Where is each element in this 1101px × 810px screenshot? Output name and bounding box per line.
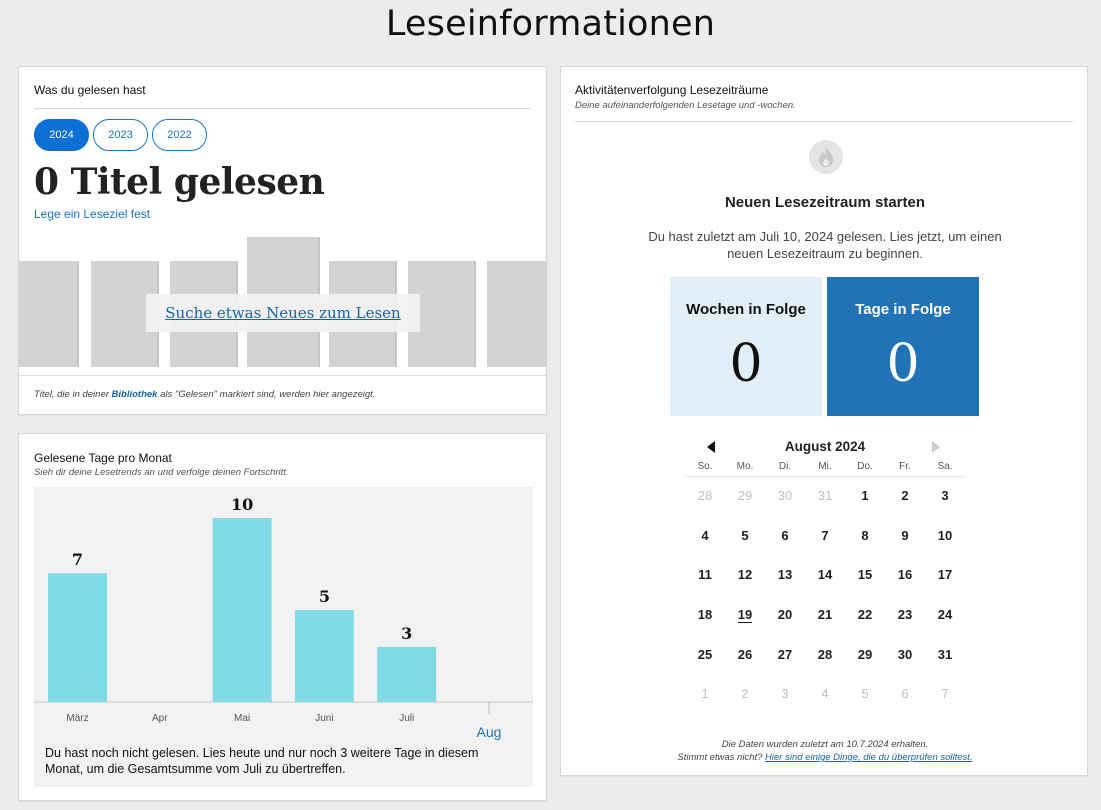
calendar-day-number: 3 [781, 686, 789, 702]
weekday-label: Di. [778, 461, 792, 472]
footer-text: Titel, die in deiner [34, 389, 112, 400]
calendar-day-number: 20 [777, 607, 793, 623]
calendar-day [765, 521, 805, 561]
calendar-day-number: 4 [821, 686, 829, 702]
bar-value-label: 10 [230, 495, 254, 514]
bar-März [48, 573, 107, 702]
calendar-day-number: 5 [741, 527, 749, 543]
calendar-day-number: 18 [697, 607, 713, 623]
calendar-day [725, 679, 765, 719]
calendar-day-number: 1 [861, 488, 869, 503]
calendar-day-number: 6 [781, 527, 789, 543]
page-title: Leseinformationen [385, 4, 716, 44]
calendar-day-number: 28 [817, 646, 833, 662]
calendar-day [685, 521, 725, 561]
troubleshoot-link[interactable]: Hier sind einige Dinge, die du überprüfen solltest. [765, 752, 973, 763]
titles-read-count: 0 Titel gelesen [34, 161, 325, 203]
calendar-day [725, 560, 765, 600]
calendar-day-number: 29 [857, 646, 873, 662]
calendar-day [925, 560, 965, 600]
chart-message: Du hast noch nicht gelesen. Lies heute und nur noch 3 weitere Tage in diesem Monat, um die Gesamtsumme vom Juli zu übertreffen. [45, 746, 479, 776]
book-cover-placeholder [19, 261, 79, 367]
calendar-month: August 2024 [784, 439, 866, 454]
calendar-day-number: 21 [817, 607, 833, 623]
card-subtitle: Sieh dir deine Lesetrends an und verfolge deinen Fortschritt. [34, 467, 289, 478]
calendar-day [725, 521, 765, 561]
calendar-day-number: 7 [821, 527, 829, 543]
calendar-day [885, 640, 925, 680]
days-chart [34, 487, 533, 787]
calendar-day [885, 600, 925, 640]
streak-description: Du hast zuletzt am Juli 10, 2024 gelesen. Lies jetzt, um einen neuen Lesezeitraum zu beginnen. [648, 229, 1002, 261]
calendar-day-number: 17 [937, 567, 953, 583]
calendar-day-number: 30 [897, 646, 913, 662]
weeks-streak-label: Wochen in Folge [686, 301, 806, 318]
weekday-label: Fr. [899, 461, 911, 472]
year-tabs [34, 119, 207, 151]
x-tick-label-Juli: Juli [399, 713, 415, 724]
calendar-day-number: 27 [777, 646, 793, 662]
calendar-day-number: 15 [857, 567, 873, 583]
calendar-day [845, 640, 885, 680]
calendar-day [765, 679, 805, 719]
weekday-row [685, 459, 965, 477]
bar-Mai [213, 518, 272, 702]
year-tab-2023[interactable]: 2023 [93, 119, 148, 151]
calendar-day-number: 10 [937, 527, 953, 543]
calendar-grid [685, 481, 965, 719]
calendar-day-number: 16 [897, 567, 913, 583]
calendar-day [805, 679, 845, 719]
days-streak-value: 0 [886, 334, 920, 394]
calendar-day [845, 560, 885, 600]
calendar-day [805, 481, 845, 521]
calendar-day [765, 560, 805, 600]
x-tick-label-Mai: Mai [234, 713, 251, 724]
calendar-day-number: 2 [741, 686, 749, 702]
calendar-header [685, 435, 965, 459]
calendar-day [725, 481, 765, 521]
x-tick-label-Juni: Juni [315, 713, 334, 724]
data-note-line [561, 751, 1089, 764]
data-note-line: Die Daten wurden zuletzt am 10.7.2024 erhalten. [721, 739, 929, 750]
calendar-day-number: 28 [697, 488, 713, 503]
calendar-day [805, 640, 845, 680]
calendar-day-number: 30 [777, 488, 793, 503]
x-tick-label-Aug[interactable]: Aug [476, 724, 502, 740]
calendar-day-number: 24 [937, 607, 953, 623]
bar-value-label: 3 [401, 623, 413, 643]
weekday-label: So. [697, 461, 713, 472]
year-tab-2024[interactable]: 2024 [34, 119, 89, 151]
calendar-day-number: 31 [937, 646, 953, 662]
calendar-day [725, 640, 765, 680]
calendar-day-number: 7 [941, 686, 949, 702]
calendar-day [685, 640, 725, 680]
bar-value-label: 5 [318, 587, 330, 606]
calendar-day [885, 560, 925, 600]
divider [34, 108, 531, 109]
calendar-day-number: 29 [737, 488, 753, 503]
flame-icon [809, 140, 843, 174]
read-card-footer [19, 375, 546, 415]
calendar-day [845, 481, 885, 521]
days-streak-label: Tage in Folge [855, 301, 951, 318]
divider [575, 121, 1073, 122]
weekday-label: Sa. [937, 461, 953, 472]
calendar-day [685, 481, 725, 521]
bar-Juli [377, 647, 436, 702]
data-note-question: Stimmt etwas nicht? [677, 752, 766, 763]
calendar-day-number: 1 [701, 686, 709, 702]
calendar-day-number: 4 [701, 527, 709, 543]
calendar-day-number: 13 [777, 567, 793, 583]
streak-headline: Neuen Lesezeitraum starten [724, 194, 926, 211]
calendar-day-number: 2 [901, 488, 909, 503]
calendar-day-today [725, 600, 765, 640]
calendar-day [925, 521, 965, 561]
card-title: Was du gelesen hast [34, 83, 146, 97]
weeks-streak-value: 0 [729, 334, 763, 394]
discover-new-reads-link[interactable]: Suche etwas Neues zum Lesen [146, 294, 420, 332]
data-sync-note [561, 738, 1089, 764]
calendar-day [925, 600, 965, 640]
calendar-day [805, 600, 845, 640]
footer-text: als "Gelesen" markiert sind, werden hier angezeigt. [157, 389, 376, 400]
weekday-label: Mo. [736, 461, 754, 472]
calendar-day-number: 3 [941, 488, 949, 503]
weeks-streak-tile [670, 277, 822, 416]
flame-icon-glyph [816, 146, 836, 168]
calendar-day-number: 14 [817, 567, 833, 583]
calendar-day [685, 679, 725, 719]
card-title: Aktivitätenverfolgung Lesezeiträume [575, 83, 769, 97]
year-tab-2022[interactable]: 2022 [152, 119, 207, 151]
calendar-day [845, 521, 885, 561]
reading-streak-card [560, 66, 1088, 776]
x-tick-label-März: März [66, 713, 89, 724]
calendar-day [805, 521, 845, 561]
calendar-day [765, 481, 805, 521]
calendar-day-number: 25 [697, 646, 713, 662]
calendar-day-number: 22 [857, 607, 873, 623]
calendar-day [885, 679, 925, 719]
calendar-day-number: 9 [901, 527, 909, 543]
days-streak-tile [827, 277, 979, 416]
set-reading-goal-link[interactable]: Lege ein Leseziel fest [34, 207, 151, 221]
days-bar-chart [34, 487, 533, 742]
calendar-day [885, 481, 925, 521]
calendar-day-number: 26 [737, 646, 753, 662]
book-cover-placeholder [487, 261, 547, 367]
days-per-month-card [18, 433, 547, 801]
card-title: Gelesene Tage pro Monat [34, 451, 172, 465]
calendar-day-number: 12 [737, 567, 753, 583]
calendar-day [925, 481, 965, 521]
x-tick-label-Apr: Apr [152, 713, 168, 724]
calendar-day-number: 11 [698, 567, 712, 583]
next-month-arrow-icon[interactable] [932, 441, 940, 453]
weekday-label: Mi. [818, 461, 832, 472]
bar-Juni [295, 610, 354, 702]
read-titles-card [18, 66, 547, 415]
calendar-day [925, 679, 965, 719]
calendar-day [685, 560, 725, 600]
library-link[interactable]: Bibliothek [111, 389, 158, 400]
calendar-day [845, 600, 885, 640]
calendar-day [805, 560, 845, 600]
calendar [685, 435, 965, 719]
calendar-day [765, 600, 805, 640]
calendar-day-number: 5 [861, 686, 869, 702]
calendar-day [845, 679, 885, 719]
calendar-day-number: 23 [897, 607, 913, 623]
card-subtitle: Deine aufeinanderfolgenden Lesetage und -wochen. [575, 100, 796, 111]
calendar-day [765, 640, 805, 680]
weekday-label: Do. [857, 461, 873, 472]
calendar-day-number: 19 [737, 607, 753, 623]
calendar-day [885, 521, 925, 561]
calendar-day [685, 600, 725, 640]
calendar-day-number: 6 [901, 686, 909, 702]
calendar-day-number: 8 [861, 527, 869, 543]
calendar-day-number: 31 [817, 488, 833, 503]
calendar-day [925, 640, 965, 680]
bar-value-label: 7 [71, 550, 84, 570]
